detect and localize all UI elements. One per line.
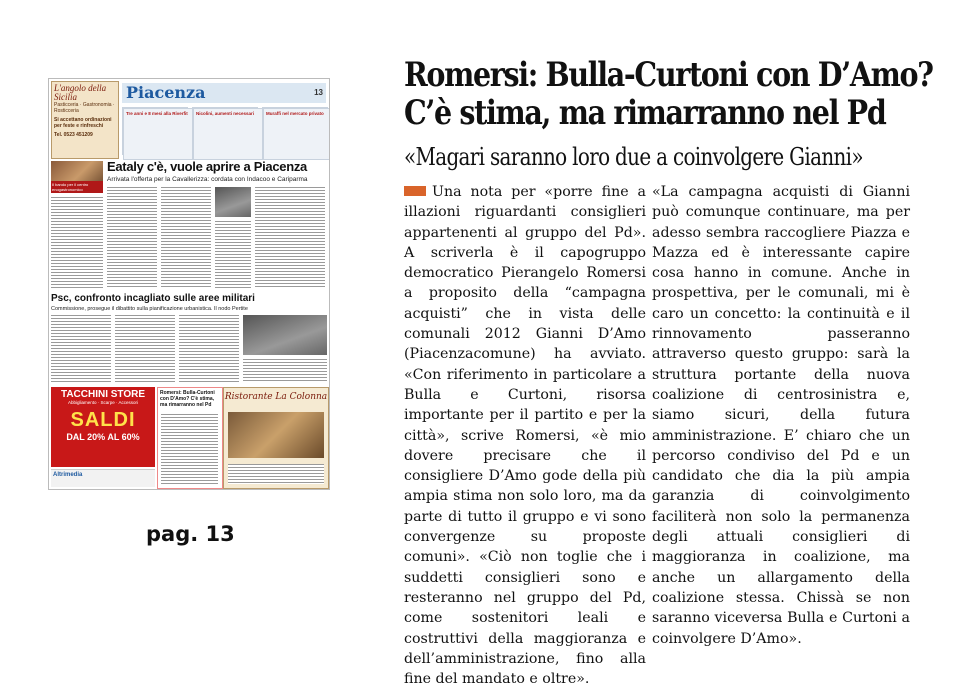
- text-block: [107, 187, 157, 289]
- mini-article-highlight: [157, 387, 223, 489]
- ad-angolo-line2: Si accettano ordinazioni per feste e rinfreschi: [54, 117, 112, 129]
- section-marker-icon: [404, 186, 426, 196]
- lead-photo: [51, 161, 103, 193]
- lead-article-title: Eataly c'è, vuole aprire a Piacenza: [107, 159, 307, 174]
- text-block: [115, 315, 175, 383]
- newspaper-page-thumbnail[interactable]: [48, 78, 330, 490]
- lead-photo-caption: Il bando per il centro enogastronomico: [51, 181, 103, 193]
- ad-tacchini-percent: DAL 20% AL 60%: [66, 432, 140, 442]
- news-box-3-title: Muraffi nel mercato privato: [263, 108, 330, 160]
- ad-colonna-name: Ristorante La Colonna: [224, 392, 328, 402]
- text-block: [161, 187, 211, 289]
- second-article-title: Psc, confronto incagliato sulle aree militari: [51, 293, 255, 304]
- article-subheadline: «Magari saranno loro due a coinvolgere Gianni»: [404, 143, 863, 171]
- ad-angolo-name: L'angolo della Sicilia: [54, 83, 107, 102]
- text-block: [51, 197, 103, 289]
- mini-article-title: Romersi: Bulla-Curtoni con D'Amo? C'è stima, ma rimarranno nel Pd: [160, 390, 215, 408]
- portrait-photo: [215, 187, 251, 217]
- section-masthead: [122, 83, 326, 103]
- restaurant-photo: [228, 412, 324, 458]
- ad-tacchini-name: TACCHINI STORE: [60, 389, 146, 400]
- news-box-1-title: Tre anni e 8 mesi alla Riverfit: [123, 108, 193, 160]
- text-block: [243, 359, 327, 383]
- text-block: [179, 315, 239, 383]
- article-column-2-text: «La campagna acquisti di Gianni può comunque continuare, ma per adesso sembra raccogliere Piazza e Mazza ed è interessante capire cosa hanno in comune. Anche in prospettiva, per le comunali, mi è caro un concetto: la continuità e il rinnovamento passeranno attraverso questo gruppo: sarà la struttura portante della nuova coalizione di centrosinistra e, siamo sicuri, della futura amministrazione. E’ chiaro che un percorso condiviso del Pd e un candidato che dia la più ampia garanzia di coinvolgimento faciliterà non solo la permanenza degli attuali consiglieri di maggioranza in coalizione, ma anche un allargamento della coalizione stessa. Chissà se non saranno viceversa Bulla e Curtoni a coinvolgere D’Amo».: [652, 184, 910, 647]
- thumbnail-page-number: 13: [314, 88, 323, 97]
- top-news-boxes: [122, 107, 326, 155]
- meeting-photo: [243, 315, 327, 355]
- ad-ristorante-colonna: [223, 387, 329, 489]
- text-block: [215, 221, 251, 289]
- news-box-2-title: Nicolini, aumenti necessari: [193, 108, 263, 160]
- ad-angolo-phone: Tel. 0523 451209: [54, 132, 93, 138]
- article-column-1: [404, 182, 646, 689]
- section-name: Piacenza: [126, 83, 206, 102]
- text-block: [51, 315, 111, 383]
- news-box-1: [122, 107, 188, 155]
- text-block: [161, 414, 218, 484]
- lead-article-subtitle: Arrivata l'offerta per la Cavallerizza: cordata con Indacoo e Cariparma: [107, 176, 308, 183]
- text-block: [255, 187, 325, 289]
- ad-tacchini-store: [51, 387, 155, 467]
- ad-angolo-sicilia: [51, 81, 119, 159]
- article-column-2: [652, 182, 910, 649]
- second-article-subtitle: Commissione, prosegue il dibattito sulla pianificazione urbanistica. Il nodo Pertite: [51, 306, 248, 312]
- text-block: [228, 464, 324, 484]
- ad-altrimedia: Altrimedia: [51, 469, 155, 487]
- ad-tacchini-saldi: SALDI: [70, 409, 136, 431]
- ad-tacchini-tag: Abbigliamento · Scarpe · Accessori: [67, 400, 139, 405]
- article-column-1-text: Una nota per «porre fine a illazioni riguardanti consiglieri appartenenti al gruppo del Pd». A scriverla è il capogruppo democratico Pierangelo Romersi a proposito della “campagna acquisti” che in vista delle comunali 2012 Gianni D’Amo (Piacenzacomune) ha avviato. «Con riferimento in particolare a Bulla e Curtoni, risorsa importante per il partito e per la città», scrive Romersi, «è mio dovere precisare che il consigliere D’Amo gode della più ampia stima non solo loro, ma da parte di tutto il gruppo e vi sono convergenze su proposte comuni». «Ciò non toglie che i suddetti consiglieri sono e resteranno nel gruppo del Pd, come sostenitori leali e costruttivi della maggioranza e dell’amministrazione, fino alla fine del mandato e oltre».: [404, 184, 646, 688]
- page-label: pag. 13: [146, 522, 235, 546]
- headline-line-1: Romersi: Bulla-Curtoni con D’Amo?: [404, 55, 933, 95]
- article-headline: [404, 55, 933, 133]
- news-box-2: [192, 107, 258, 155]
- ad-angolo-line1: Pasticceria · Gastronomia · Rosticceria: [54, 102, 115, 114]
- headline-line-2: C’è stima, ma rimarranno nel Pd: [404, 93, 886, 133]
- news-box-3: [262, 107, 328, 155]
